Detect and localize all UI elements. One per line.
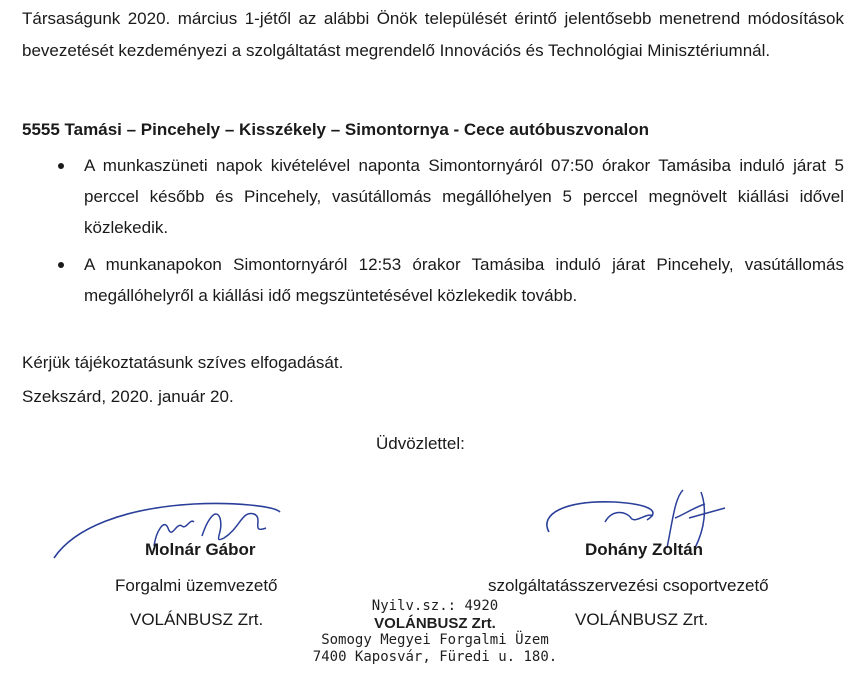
bullet-icon bbox=[58, 163, 64, 169]
intro-paragraph: Társaságunk 2020. március 1-jétől az alábbi Önök települését érintő jelentősebb menetrend módosítások bevezetését kezdeményezi a szolgáltatást megrendelő Innovációs és Technológiai Minisztériumnál. bbox=[22, 9, 844, 60]
closing-line: Kérjük tájékoztatásunk szíves elfogadását. bbox=[22, 353, 344, 372]
company-stamp bbox=[300, 598, 570, 666]
signatory-company: VOLÁNBUSZ Zrt. bbox=[130, 610, 264, 629]
signatory-role: Forgalmi üzemvezető bbox=[115, 576, 278, 595]
change-item bbox=[22, 150, 844, 243]
bullet-icon bbox=[58, 262, 64, 268]
stamp-address: 7400 Kaposvár, Füredi u. 180. bbox=[312, 649, 558, 665]
place-date: Szekszárd, 2020. január 20. bbox=[22, 387, 234, 406]
stamp-reg: Nyilv.sz.: 4920 bbox=[371, 598, 499, 614]
signatory-name: Dohány Zoltán bbox=[585, 540, 704, 559]
signatory-role: szolgáltatásszervezési csoportvezető bbox=[488, 576, 769, 595]
stamp-unit: Somogy Megyei Forgalmi Üzem bbox=[321, 632, 549, 648]
greeting: Üdvözlettel: bbox=[376, 434, 465, 453]
changes-list bbox=[22, 150, 844, 317]
route-title: 5555 Tamási – Pincehely – Kisszékely – Simontornya - Cece autóbuszvonalon bbox=[22, 120, 650, 139]
stamp-company: VOLÁNBUSZ Zrt. bbox=[374, 615, 496, 632]
change-text: A munkaszüneti napok kivételével naponta Simontornyáról 07:50 órakor Tamásiba induló járat 5 perccel később és Pincehely, vasútállomás megállóhelyen 5 perccel megnövelt kiállási idővel közlekedik. bbox=[84, 156, 844, 237]
change-text: A munkanapokon Simontornyáról 12:53 órakor Tamásiba induló járat Pincehely, vasútállomás megállóhelyről a kiállási idő megszüntetésével közlekedik tovább. bbox=[84, 255, 844, 305]
signatory-company: VOLÁNBUSZ Zrt. bbox=[575, 610, 709, 629]
change-item bbox=[22, 249, 844, 311]
signatory-name: Molnár Gábor bbox=[145, 540, 256, 559]
